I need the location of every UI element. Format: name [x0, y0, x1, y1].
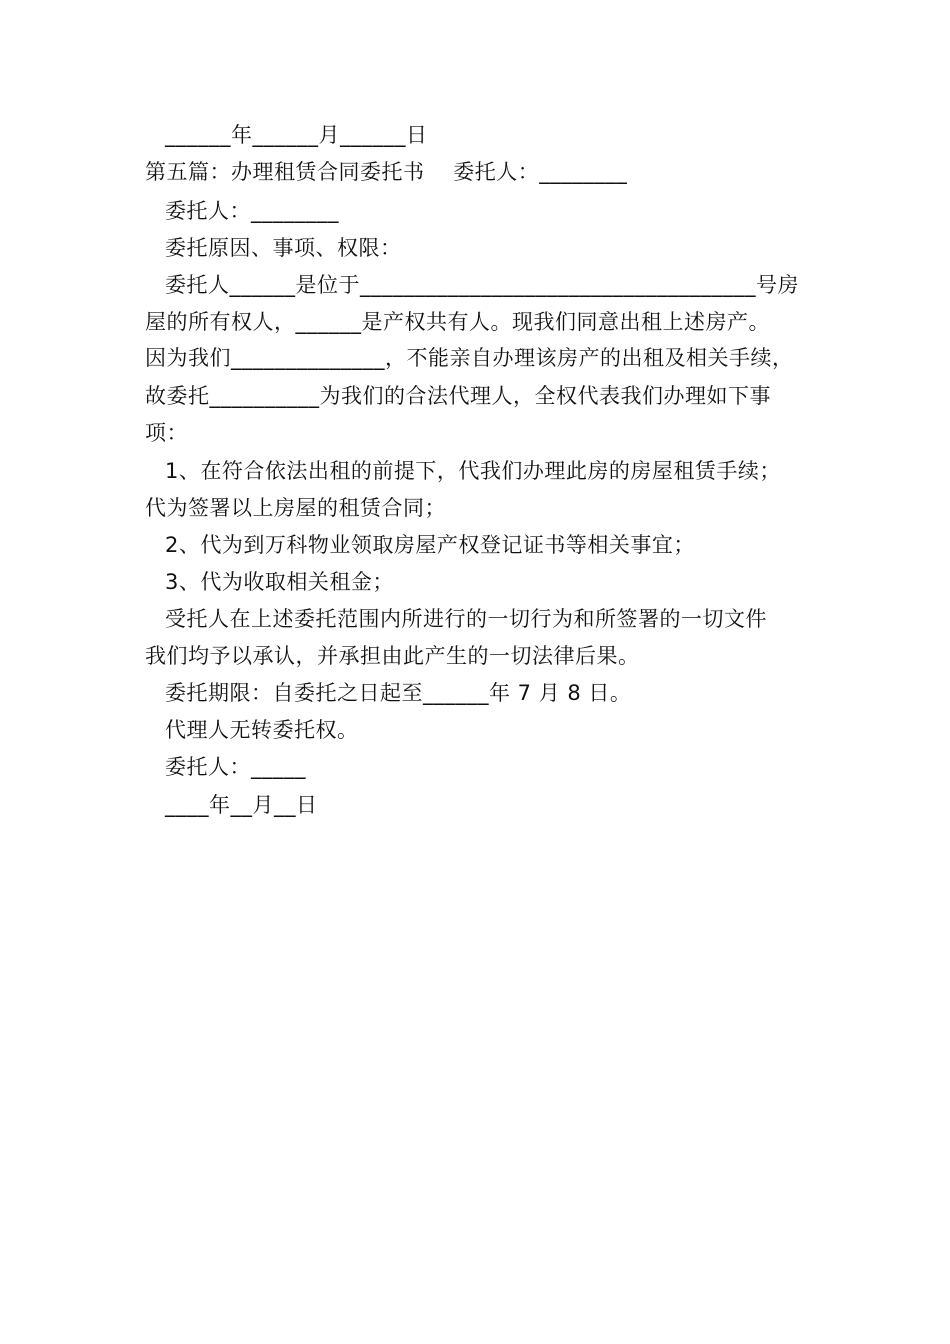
- paragraph-line: 故委托__________为我们的合法代理人，全权代表我们办理如下事: [145, 384, 771, 408]
- list-item-2: 2、代为到万科物业领取房屋产权登记证书等相关事宜；: [165, 533, 695, 557]
- term-line: 委托期限：自委托之日起至______年 7 月 8 日。: [165, 681, 632, 705]
- paragraph-line: 我们均予以承认，并承担由此产生的一切法律后果。: [145, 644, 640, 668]
- paragraph-line: 屋的所有权人，______是产权共有人。现我们同意出租上述房产。: [145, 310, 770, 334]
- principal-line: 委托人：________: [165, 199, 339, 223]
- list-item-1-cont: 代为签署以上房屋的租赁合同；: [145, 496, 446, 520]
- paragraph-line: 项：: [145, 421, 188, 445]
- date-line-bottom: ____年__月__日: [165, 793, 318, 817]
- no-subdelegation-line: 代理人无转委托权。: [165, 718, 359, 742]
- section-title-line: 第五篇：办理租赁合同委托书 委托人：________: [145, 160, 628, 184]
- paragraph-line: 委托人______是位于____________________________________号房: [165, 273, 799, 297]
- signature-principal-line: 委托人：_____: [165, 755, 306, 779]
- list-item-3: 3、代为收取相关租金；: [165, 570, 394, 594]
- reason-heading: 委托原因、事项、权限：: [165, 236, 402, 260]
- paragraph-line: 受托人在上述委托范围内所进行的一切行为和所签署的一切文件: [165, 607, 767, 631]
- paragraph-line: 因为我们______________，不能亲自办理该房产的出租及相关手续，: [145, 346, 794, 370]
- date-line-top: ______年______月______日: [165, 123, 428, 147]
- list-item-1: 1、在符合依法出租的前提下，代我们办理此房的房屋租赁手续；: [165, 459, 781, 483]
